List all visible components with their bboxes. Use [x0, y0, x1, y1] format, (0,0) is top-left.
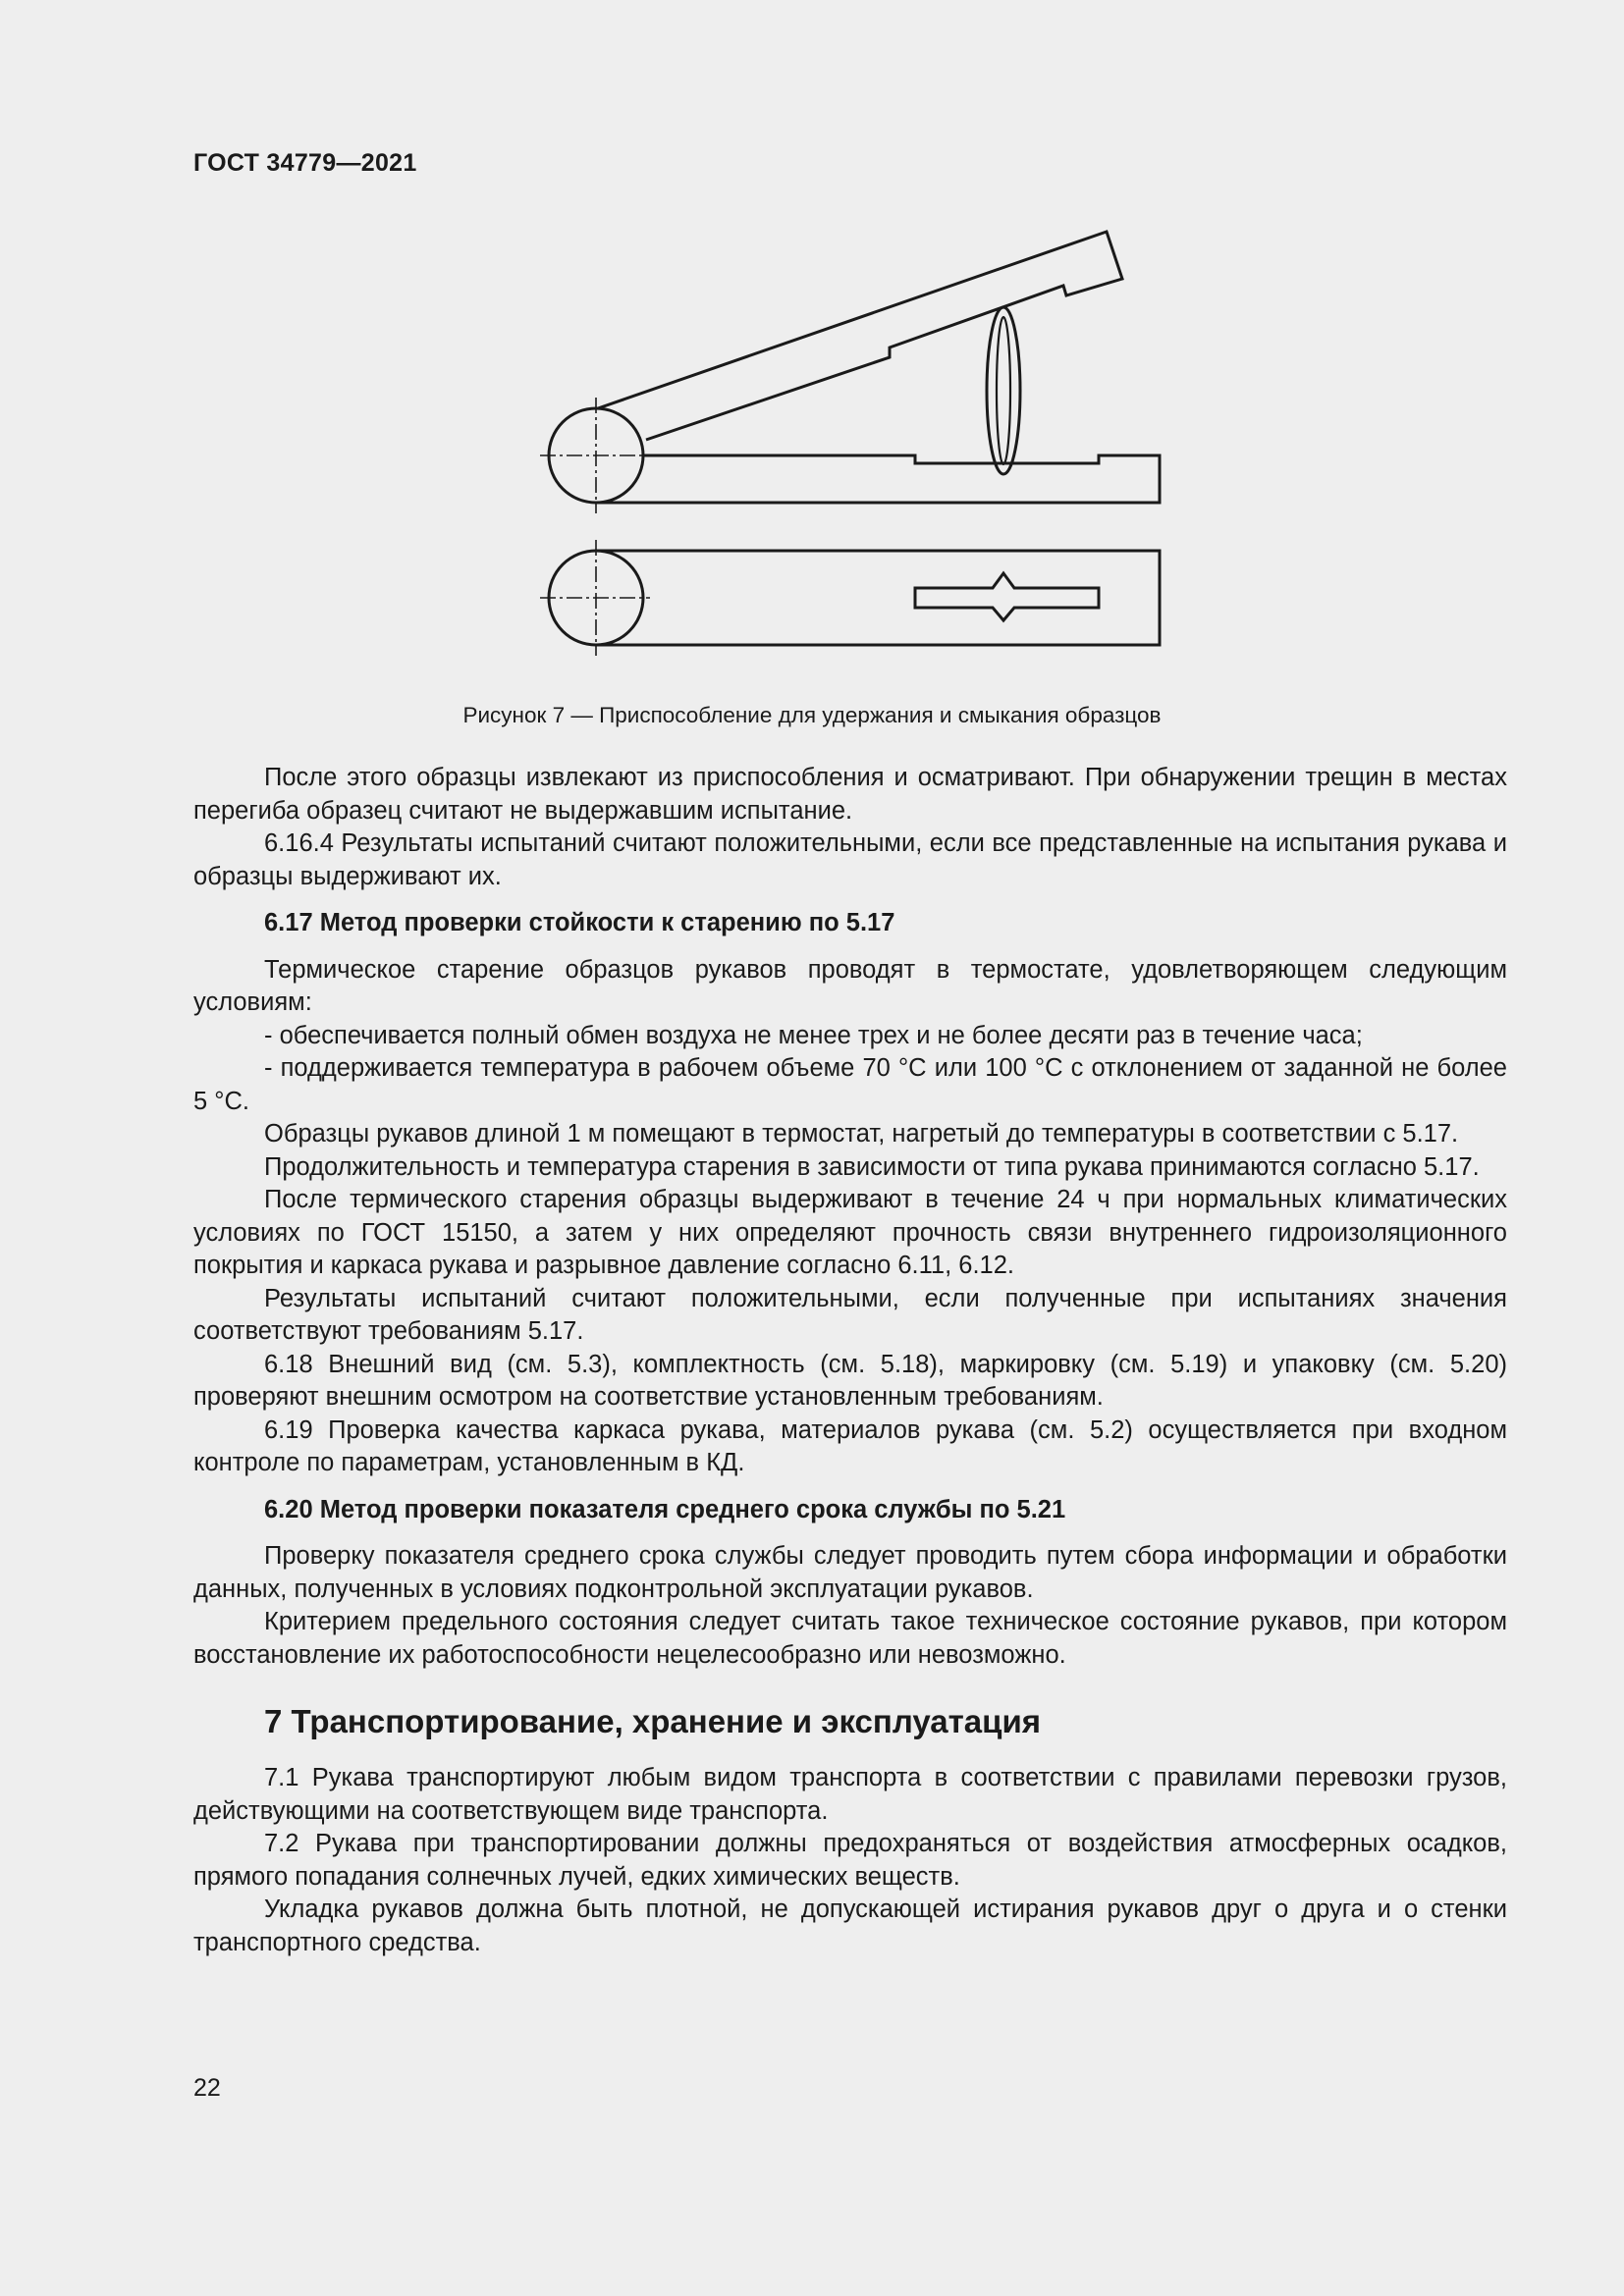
- chapter-heading-7: 7 Транспортирование, хранение и эксплуатация: [264, 1703, 1041, 1739]
- paragraph: 6.18 Внешний вид (см. 5.3), комплектность (см. 5.18), маркировку (см. 5.19) и упаковку (см. 5.20) проверяют внешним осмотром на соответствие установленным требованиям.: [193, 1350, 1507, 1411]
- standard-header: ГОСТ 34779—2021: [193, 149, 417, 177]
- paragraph: Образцы рукавов длиной 1 м помещают в термостат, нагретый до температуры в соответствии с 5.17.: [264, 1120, 1459, 1148]
- paragraph: 6.19 Проверка качества каркаса рукава, материалов рукава (см. 5.2) осуществляется при входном контроле по параметрам, установленным в КД.: [193, 1415, 1507, 1476]
- upper-jaw-arm: [598, 232, 1122, 440]
- paragraph: Продолжительность и температура старения в зависимости от типа рукава принимаются согласно 5.17.: [264, 1152, 1480, 1181]
- paragraph: Укладка рукавов должна быть плотной, не допускающей истирания рукавов друг о друга и о стенки транспортного средства.: [193, 1896, 1507, 1956]
- section-heading-6-17: 6.17 Метод проверки стойкости к старению по 5.17: [264, 909, 895, 936]
- paragraph: 7.2 Рукава при транспортировании должны предохраняться от воздействия атмосферных осадков, прямого попадания солнечных лучей, едких химических веществ.: [193, 1830, 1507, 1891]
- list-item: - поддерживается температура в рабочем объеме 70 °С или 100 °С с отклонением от заданной не более 5 °С.: [193, 1054, 1507, 1115]
- specimen-loop-outer: [987, 307, 1020, 474]
- figure-caption: Рисунок 7 — Приспособление для удержания и смыкания образцов: [462, 703, 1162, 727]
- specimen-loop-inner: [997, 317, 1010, 464]
- lower-jaw-arm: [596, 455, 1160, 503]
- list-item: - обеспечивается полный обмен воздуха не менее трех и не более десяти раз в течение часа;: [264, 1021, 1363, 1049]
- paragraph: 6.16.4 Результаты испытаний считают положительными, если все представленные на испытания рукава и образцы выдерживают их.: [193, 829, 1507, 890]
- holder-plan-outline: [596, 551, 1160, 645]
- page-number: 22: [193, 2074, 221, 2102]
- section-heading-6-20: 6.20 Метод проверки показателя среднего срока службы по 5.21: [264, 1495, 1066, 1523]
- document-body: [193, 762, 1507, 1959]
- paragraph: 7.1 Рукава транспортируют любым видом транспорта в соответствии с правилами перевозки грузов, действующими на соответствующем виде транспорта.: [193, 1764, 1507, 1825]
- paragraph: Термическое старение образцов рукавов проводят в термостате, удовлетворяющем следующим условиям:: [193, 955, 1507, 1016]
- specimen-slot: [915, 573, 1099, 620]
- paragraph: После этого образцы извлекают из приспособления и осматривают. При обнаружении трещин в местах перегиба образец считают не выдержавшим испытание.: [193, 764, 1507, 825]
- paragraph: Результаты испытаний считают положительными, если полученные при испытаниях значения соответствуют требованиям 5.17.: [193, 1284, 1507, 1345]
- figure-7-drawing: [530, 221, 1178, 663]
- paragraph: Проверку показателя среднего срока службы следует проводить путем сбора информации и обработки данных, полученных в условиях подконтрольной эксплуатации рукавов.: [193, 1542, 1507, 1603]
- paragraph: После термического старения образцы выдерживают в течение 24 ч при нормальных климатических условиях по ГОСТ 15150, а затем у них определяют прочность связи внутреннего гидроизоляционного покрытия и каркаса рукава и разрывное давление согласно 6.11, 6.12.: [193, 1186, 1507, 1279]
- paragraph: Критерием предельного состояния следует считать такое техническое состояние рукавов, при котором восстановление их работоспособности нецелесообразно или невозможно.: [193, 1608, 1507, 1669]
